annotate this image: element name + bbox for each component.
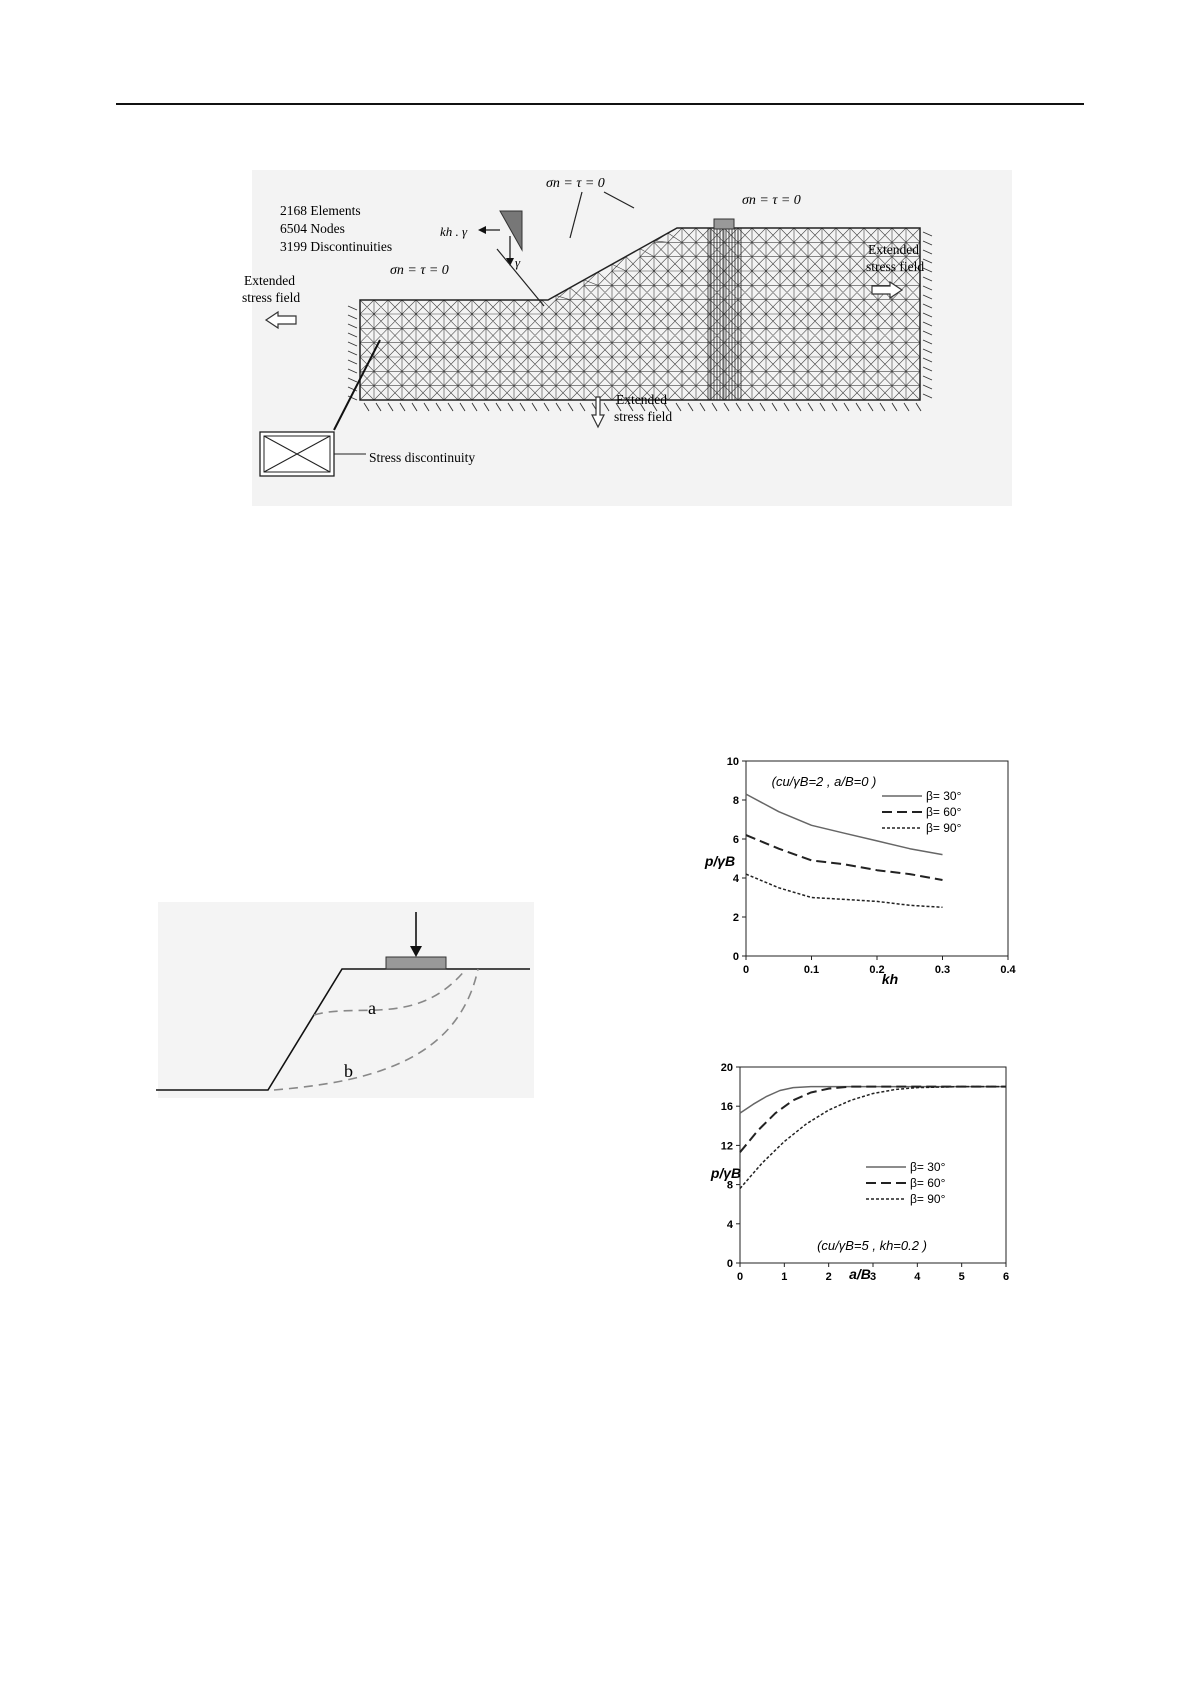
header-rule	[116, 103, 1084, 105]
y-tick-label: 2	[732, 912, 739, 924]
legend-label: β= 30°	[910, 1160, 946, 1174]
legend-label: β= 60°	[910, 1176, 946, 1190]
y-tick-label: 0	[726, 1258, 733, 1270]
chart-bottom	[710, 1062, 1010, 1312]
mesh-stats-elements: 2168 Elements	[280, 203, 361, 218]
ext-left-label-2: stress field	[242, 290, 301, 305]
y-tick-label: 6	[732, 834, 739, 846]
x-tick-label: 0.4	[1000, 964, 1016, 976]
x-tick-label: 5	[958, 1271, 965, 1283]
x-tick-label: 6	[1002, 1271, 1010, 1283]
y-tick-label: 4	[726, 1218, 733, 1231]
mesh-stats-nodes: 6504 Nodes	[280, 221, 345, 236]
y-tick-label: 0	[732, 951, 739, 963]
mesh-stats-discontinuities: 3199 Discontinuities	[280, 239, 393, 254]
footing	[386, 957, 446, 969]
x-tick-label: 4	[914, 1271, 921, 1283]
y-tick-label: 4	[732, 873, 739, 885]
x-tick-label: 0.1	[803, 964, 820, 976]
x-axis-label: kh	[881, 971, 899, 987]
y-axis-label: p/γB	[710, 1165, 742, 1181]
legend-label: β= 90°	[910, 1192, 946, 1206]
load-horizontal-label: kh . γ	[440, 224, 468, 239]
ext-right-label-1: Extended	[868, 242, 919, 257]
chart-annotation: (cu/γB=2 , a/B=0 )	[771, 774, 877, 789]
chart-annotation: (cu/γB=5 , kh=0.2 )	[817, 1238, 927, 1253]
legend-label: β= 60°	[926, 805, 962, 819]
chart-top	[700, 756, 1016, 1006]
mesh-figure	[242, 170, 1012, 506]
y-tick-label: 8	[732, 795, 739, 807]
ext-bottom-label-2: stress field	[614, 409, 673, 424]
legend-label: β= 30°	[926, 789, 962, 803]
bc-left-label: σn = τ = 0	[390, 263, 449, 278]
x-tick-label: 2	[825, 1271, 832, 1283]
x-tick-label: 3	[869, 1271, 877, 1283]
ext-right-label-2: stress field	[866, 259, 925, 274]
x-axis-label: a/B	[849, 1266, 871, 1282]
legend-label: β= 90°	[926, 821, 962, 835]
ext-left-label-1: Extended	[244, 273, 295, 288]
y-tick-label: 12	[720, 1140, 733, 1153]
y-axis-label: p/γB	[704, 853, 736, 869]
bc-right-label: σn = τ = 0	[742, 193, 801, 208]
load-vertical-label: γ	[515, 255, 521, 270]
y-tick-label: 10	[726, 756, 739, 768]
x-tick-label: 0	[736, 1271, 744, 1283]
x-tick-label: 1	[781, 1271, 788, 1283]
x-tick-label: 0.3	[934, 964, 951, 976]
x-tick-label: 0	[742, 964, 750, 976]
discontinuity-label: Stress discontinuity	[369, 450, 476, 465]
ext-bottom-label-1: Extended	[616, 392, 667, 407]
bc-crest-label: σn = τ = 0	[546, 176, 605, 191]
y-tick-label: 8	[726, 1179, 733, 1192]
x-tick-label: 0.2	[869, 964, 885, 976]
surface-a-label: a	[368, 998, 376, 1018]
y-tick-label: 20	[720, 1062, 733, 1074]
footing	[714, 219, 734, 229]
y-tick-label: 16	[720, 1101, 733, 1114]
surface-b-label: b	[344, 1061, 353, 1081]
slope-sketch	[148, 902, 534, 1098]
